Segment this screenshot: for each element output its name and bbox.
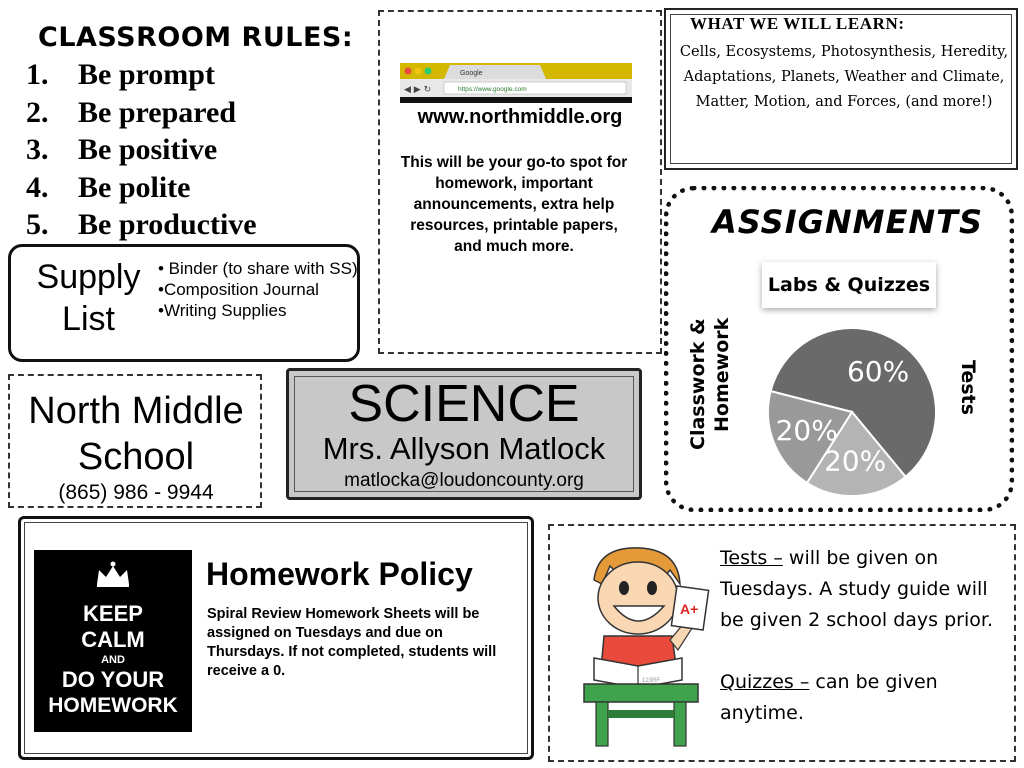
keep-calm-poster xyxy=(34,550,192,732)
rule-text: Be productive xyxy=(78,208,257,241)
tests-axis-label: Tests xyxy=(957,360,979,416)
browser-close-icon xyxy=(405,68,412,75)
rules-title: CLASSROOM RULES: xyxy=(38,22,354,53)
supply-item: • Binder (to share with SS) xyxy=(158,259,358,278)
quizzes-label: Quizzes – xyxy=(720,671,810,693)
school-phone: (865) 986 - 9944 xyxy=(58,481,214,504)
rule-item xyxy=(26,94,257,132)
supply-item: •Writing Supplies xyxy=(158,301,287,320)
homework-policy-title: Homework Policy xyxy=(206,556,473,592)
poster-line: HOMEWORK xyxy=(48,694,178,717)
assignments-title: ASSIGNMENTS xyxy=(712,203,984,241)
rule-item xyxy=(26,131,257,169)
rule-number: 3. xyxy=(26,133,49,166)
classwork-label-line1: Classwork & xyxy=(687,318,709,450)
rules-list xyxy=(26,56,257,244)
rule-text: Be positive xyxy=(78,133,218,166)
rule-number: 5. xyxy=(26,208,49,241)
rule-number: 1. xyxy=(26,58,49,91)
pie-label: 20% xyxy=(775,413,838,447)
website-description: This will be your go-to spot for homework, important announcements, extra help resources, printable papers, and much more. xyxy=(400,154,628,255)
classwork-homework-label xyxy=(684,310,744,460)
quizzes-text: can be given anytime. xyxy=(720,671,938,724)
science-title: SCIENCE xyxy=(348,375,580,433)
rule-number: 2. xyxy=(26,95,49,129)
school-name: North Middle School xyxy=(28,390,244,478)
browser-maximize-icon xyxy=(425,68,432,75)
supply-item: •Composition Journal xyxy=(158,280,319,299)
supply-list-title: Supply List xyxy=(36,258,141,338)
supply-items xyxy=(158,258,358,321)
browser-screenshot xyxy=(400,63,632,103)
classwork-label-line2: Homework xyxy=(711,317,733,432)
teacher-name: Mrs. Allyson Matlock xyxy=(322,431,606,466)
poster-line: CALM xyxy=(81,627,145,652)
crown-icon xyxy=(93,560,133,588)
tests-info xyxy=(720,543,1010,729)
pie-label: 20% xyxy=(823,444,887,478)
learn-title: WHAT WE WILL LEARN: xyxy=(690,14,905,33)
book-text: 123RF xyxy=(642,678,661,684)
rule-number: 4. xyxy=(26,170,49,204)
rule-text: Be polite xyxy=(78,170,191,204)
browser-minimize-icon xyxy=(415,68,422,75)
rule-item xyxy=(26,56,257,94)
paper-grade: A+ xyxy=(680,601,699,617)
tests-text: will be given on Tuesdays. A study guide will be given 2 school days prior. xyxy=(720,547,993,631)
browser-back-icon: ◀ ▶ ↻ xyxy=(404,85,432,95)
student-cartoon xyxy=(574,540,708,754)
rule-text: Be prompt xyxy=(78,58,215,91)
poster-line: AND xyxy=(101,654,125,666)
homework-policy-text: Spiral Review Homework Sheets will be assigned on Tuesdays and due on Thursdays. If not completed, students will receive a 0. xyxy=(207,606,497,679)
browser-tab-label: Google xyxy=(460,70,483,77)
tests-label: Tests – xyxy=(720,547,783,569)
pie-label: 60% xyxy=(846,354,910,388)
poster-line: DO YOUR xyxy=(61,667,165,692)
browser-url-text: https://www.google.com xyxy=(458,86,527,93)
learn-topics: Cells, Ecosystems, Photosynthesis, Heredity, Adaptations, Planets, Weather and Climate, Matter, Motion, and Forces, (and more!) xyxy=(679,44,1009,110)
poster-line: KEEP xyxy=(83,601,143,626)
labs-quizzes-label: Labs & Quizzes xyxy=(762,262,936,308)
rule-text: Be prepared xyxy=(78,95,237,129)
website-url[interactable]: www.northmiddle.org xyxy=(417,106,623,128)
rule-item xyxy=(26,206,257,244)
assignments-pie-chart xyxy=(748,320,979,500)
rule-item xyxy=(26,169,257,207)
teacher-email[interactable]: matlocka@loudoncounty.org xyxy=(344,470,584,491)
